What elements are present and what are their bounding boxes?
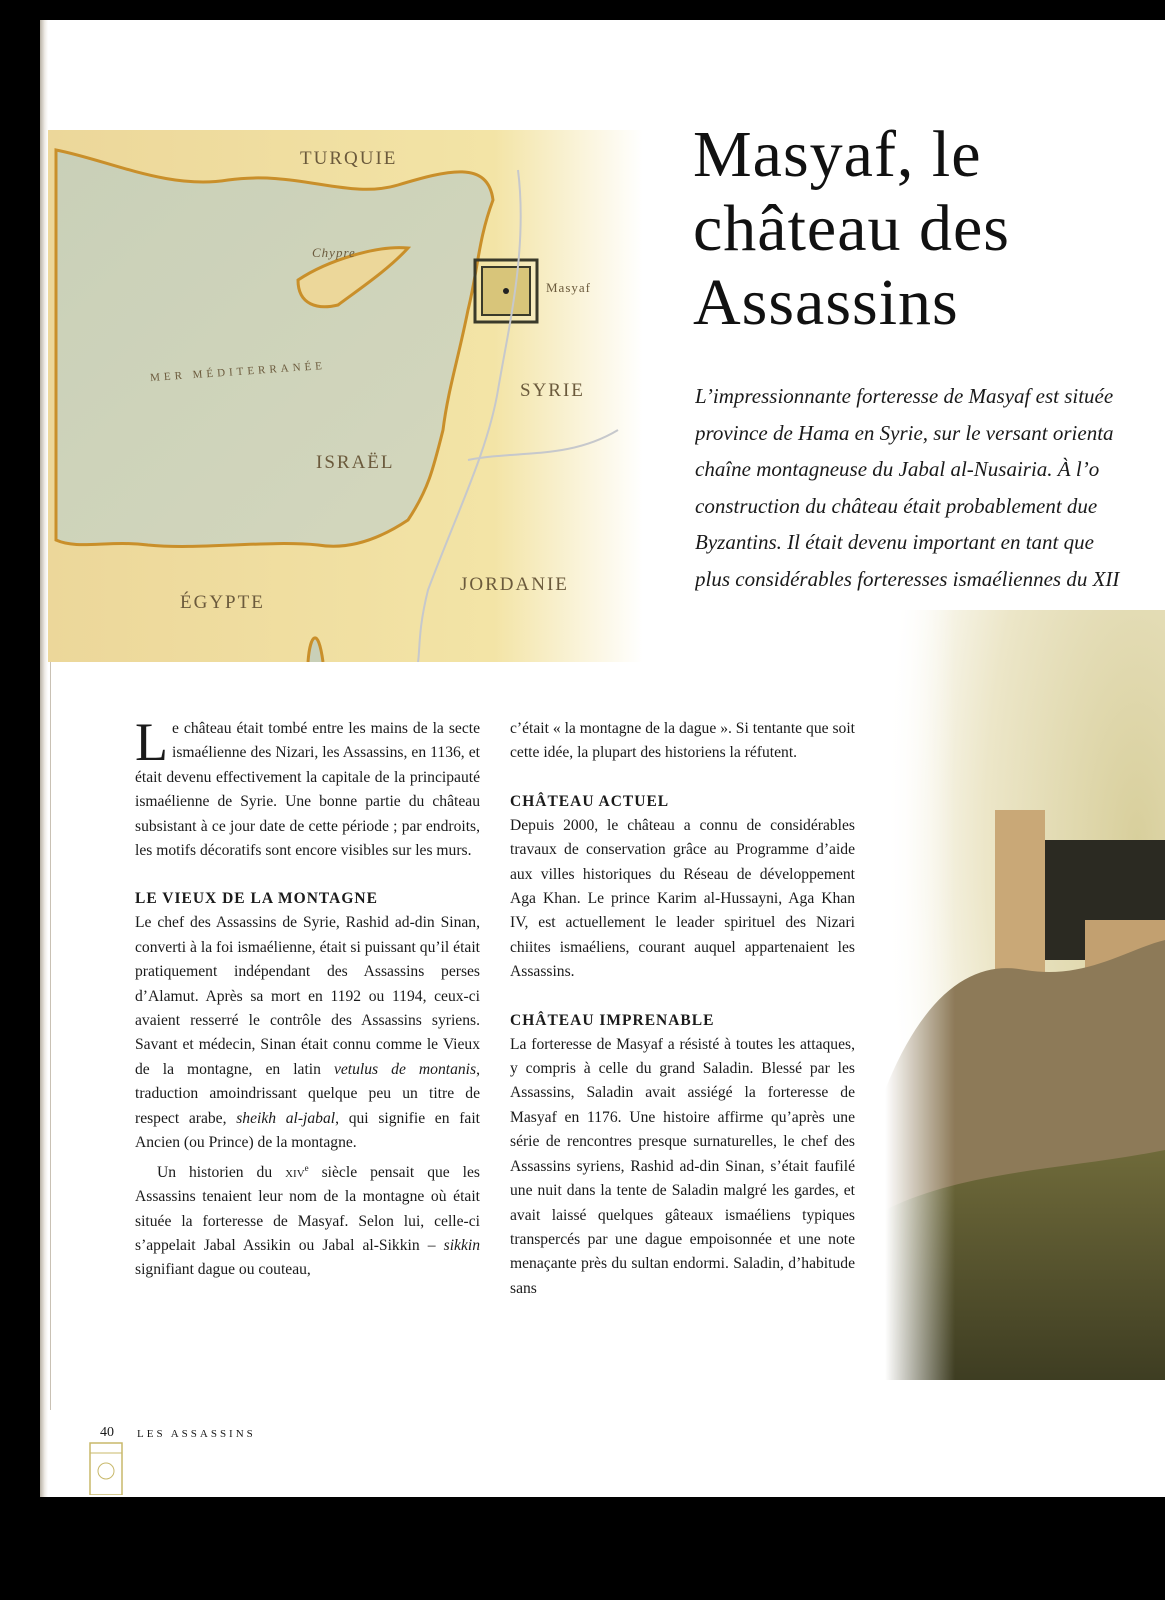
italic-term: sheikh al-jabal [236, 1109, 336, 1127]
paragraph [135, 911, 480, 1155]
map-label-jordanie: JORDANIE [460, 574, 569, 595]
paragraph [135, 1156, 480, 1283]
drop-cap: L [135, 712, 168, 772]
title-line: château des [693, 192, 1010, 265]
paragraph [135, 712, 480, 863]
castle-photo [885, 610, 1165, 1380]
paragraph: Depuis 2000, le château a connu de considérables travaux de conservation grâce au Programme d’aide aux villes historiques du Réseau de développement Aga Khan. Le prince Karim al-Hussayni, Aga Khan IV, est actuellement le leader spirituel des Nizari chiites ismaéliens, courant auquel appartenaient les Assassins. [510, 816, 855, 981]
italic-term: sikkin [443, 1236, 480, 1254]
section-heading: CHÂTEAU ACTUEL [510, 792, 670, 810]
map-label-mer-mediterranee: MER MÉDITERRANÉE [149, 359, 327, 385]
intro-line: Byzantins. Il était devenu important en tant que [695, 530, 1094, 554]
intro-line: L’impressionnante forteresse de Masyaf est située [695, 384, 1114, 408]
right-column [510, 717, 855, 1301]
left-column [135, 712, 480, 1283]
century-numeral: xiv [285, 1163, 305, 1181]
intro-line: construction du château était probablement due [695, 493, 1098, 518]
map-label-syrie: SYRIE [520, 380, 585, 401]
paragraph-text: e château était tombé entre les mains de la secte ismaélienne des Nizari, les Assassins, en 1136, et était devenu effectivement la capitale de la principauté ismaélienne de Syrie. Une bonne partie du château subsistant à ce jour date de cette période ; par endroits, les motifs décoratifs sont encore visibles sur les murs. [135, 720, 480, 860]
section-heading: CHÂTEAU IMPRENABLE [510, 1011, 715, 1029]
text: signifiant dague ou couteau, [135, 1261, 311, 1279]
intro-line: chaîne montagneuse du Jabal al-Nusairia. À l’o [695, 457, 1100, 481]
superscript: e [304, 1162, 309, 1173]
map-label-masyaf: Masyaf [546, 280, 591, 295]
running-head: LES ASSASSINS [137, 1428, 256, 1440]
map-label-israel: ISRAËL [316, 452, 395, 473]
text: , qui signifie en fait Ancien (ou Prince) de la montagne. [135, 1109, 480, 1152]
title-line: Assassins [693, 266, 959, 339]
page-title [693, 118, 1010, 340]
italic-term: vetulus de montanis [333, 1060, 477, 1078]
text: Un historien du [157, 1163, 286, 1181]
map-label-chypre: Chypre [312, 245, 356, 260]
title-line: Masyaf, le [693, 118, 982, 191]
section-heading: LE VIEUX DE LA MONTAGNE [135, 890, 378, 908]
text: Le chef des Assassins de Syrie, Rashid ad-din Sinan, converti à la foi ismaélienne, était si puissant qu’il était pratiquement indépendant des Assassins perses d’Alamut. Après sa mort en 1192 ou 1194, ceux-ci avaient resserré le contrôle des Assassins syriens. Savant et médecin, Sinan était connu comme le Vieux de la montagne, en latin [135, 914, 480, 1078]
emblem-icon [88, 1441, 124, 1495]
map-label-egypte: ÉGYPTE [180, 592, 265, 613]
castle-image [885, 610, 1165, 1380]
text: siècle pensait que les Assassins tenaient leur nom de la montagne où était située la forteresse de Masyaf. Selon lui, celle-ci s’appelait Jabal Assikin ou Jabal al-Sikkin – [135, 1163, 480, 1254]
paragraph: c’était « la montagne de la dague ». Si tentante que soit cette idée, la plupart des historiens la réfutent. [510, 720, 855, 762]
text: , traduction amoindrissant quelque peu un titre de respect arabe, [135, 1060, 480, 1127]
map-label-turquie: TURQUIE [300, 148, 398, 169]
map-illustration [48, 130, 643, 662]
paragraph: La forteresse de Masyaf a résisté à toutes les attaques, y compris à celle du grand Saladin. Blessé par les Assassins, Saladin avait assiégé la forteresse de Masyaf en 1176. Une histoire affirme qu’après une série de rencontres presque surnaturelles, le chef des Assassins syriens, Rashid ad-din Sinan, s’était faufilé une nuit dans la tente de Saladin malgré les gardes, et avait laissé quelques gâteaux ismaéliens typiques transpercés par une dague empoisonnée et une note menaçante près du sultan endormi. Saladin, d’habitude sans [510, 1035, 855, 1297]
page-gutter [40, 20, 48, 1497]
intro-paragraph [695, 378, 1165, 597]
intro-line: plus considérables forteresses ismaéliennes du XII [695, 566, 1120, 591]
page-number: 40 [100, 1425, 114, 1440]
intro-line: province de Hama en Syrie, sur le versant orienta [695, 420, 1114, 445]
gutter-rule [50, 650, 51, 1410]
